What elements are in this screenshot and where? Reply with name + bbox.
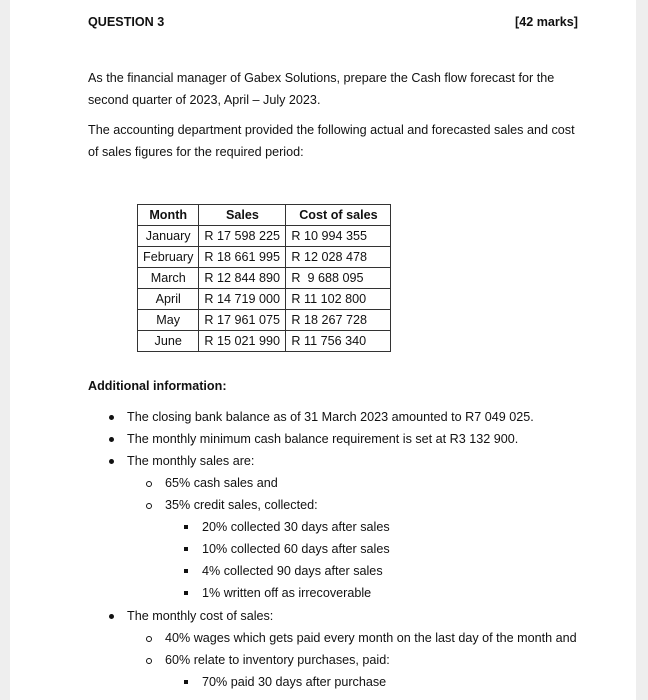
credit-collection-item: 10% collected 60 days after sales bbox=[202, 542, 390, 556]
cost-cell: R 9 688 095 bbox=[286, 268, 391, 289]
marks-label: [42 marks] bbox=[515, 15, 579, 29]
sub-bullet-credit-sales: 35% credit sales, collected: bbox=[165, 498, 318, 512]
intro-paragraph-2-line-1: The accounting department provided the following actual and forecasted sales and cost bbox=[88, 123, 575, 137]
month-cell: May bbox=[138, 310, 199, 331]
intro-paragraph-2-line-2: of sales figures for the required period: bbox=[88, 145, 304, 159]
intro-paragraph-1-line-2: second quarter of 2023, April – July 2023. bbox=[88, 93, 321, 107]
sub-bullet-wages: 40% wages which gets paid every month on the last day of the month and bbox=[165, 631, 577, 645]
bullet-circle-icon bbox=[146, 503, 152, 509]
bullet-dot-icon bbox=[109, 614, 114, 619]
sales-cost-table bbox=[137, 204, 391, 352]
bullet-minimum-balance: The monthly minimum cash balance requirement is set at R3 132 900. bbox=[127, 432, 519, 446]
bullet-square-icon bbox=[184, 569, 188, 573]
sales-cell: R 18 661 995 bbox=[199, 247, 286, 268]
sales-cell: R 14 719 000 bbox=[199, 289, 286, 310]
sales-cell: R 12 844 890 bbox=[199, 268, 286, 289]
bullet-dot-icon bbox=[109, 415, 114, 420]
sales-cell: R 17 961 075 bbox=[199, 310, 286, 331]
month-cell: January bbox=[138, 226, 199, 247]
bullet-dot-icon bbox=[109, 459, 114, 464]
bullet-square-icon bbox=[184, 547, 188, 551]
column-header-sales: Sales bbox=[199, 205, 286, 226]
table-row bbox=[138, 289, 391, 310]
table-header-row bbox=[138, 205, 391, 226]
bullet-square-icon bbox=[184, 680, 188, 684]
month-cell: June bbox=[138, 331, 199, 352]
cost-cell: R 11 756 340 bbox=[286, 331, 391, 352]
bullet-monthly-sales: The monthly sales are: bbox=[127, 454, 255, 468]
cost-cell: R 11 102 800 bbox=[286, 289, 391, 310]
credit-collection-item: 20% collected 30 days after sales bbox=[202, 520, 390, 534]
credit-collection-item: 4% collected 90 days after sales bbox=[202, 564, 383, 578]
table-row bbox=[138, 331, 391, 352]
bullet-dot-icon bbox=[109, 437, 114, 442]
month-cell: March bbox=[138, 268, 199, 289]
intro-paragraph-1-line-1: As the financial manager of Gabex Solutions, prepare the Cash flow forecast for the bbox=[88, 71, 555, 85]
additional-info-heading: Additional information: bbox=[88, 379, 227, 393]
month-cell: April bbox=[138, 289, 199, 310]
bullet-monthly-cost-of-sales: The monthly cost of sales: bbox=[127, 609, 274, 623]
question-title: QUESTION 3 bbox=[88, 15, 165, 29]
bullet-circle-icon bbox=[146, 636, 152, 642]
table-row bbox=[138, 268, 391, 289]
sub-bullet-inventory: 60% relate to inventory purchases, paid: bbox=[165, 653, 390, 667]
cost-cell: R 10 994 355 bbox=[286, 226, 391, 247]
sales-cell: R 17 598 225 bbox=[199, 226, 286, 247]
bullet-square-icon bbox=[184, 525, 188, 529]
credit-collection-item: 1% written off as irrecoverable bbox=[202, 586, 372, 600]
table-row bbox=[138, 247, 391, 268]
cost-cell: R 18 267 728 bbox=[286, 310, 391, 331]
column-header-month: Month bbox=[138, 205, 199, 226]
cost-cell: R 12 028 478 bbox=[286, 247, 391, 268]
bullet-square-icon bbox=[184, 591, 188, 595]
sales-cell: R 15 021 990 bbox=[199, 331, 286, 352]
table-row bbox=[138, 310, 391, 331]
inventory-payment-item: 70% paid 30 days after purchase bbox=[202, 675, 387, 689]
bullet-closing-balance: The closing bank balance as of 31 March 2023 amounted to R7 049 025. bbox=[127, 410, 534, 424]
bullet-circle-icon bbox=[146, 658, 152, 664]
document-page bbox=[10, 0, 636, 700]
bullet-circle-icon bbox=[146, 481, 152, 487]
sub-bullet-cash-sales: 65% cash sales and bbox=[165, 476, 278, 490]
month-cell: February bbox=[138, 247, 199, 268]
column-header-cost-of-sales: Cost of sales bbox=[286, 205, 391, 226]
table-row bbox=[138, 226, 391, 247]
